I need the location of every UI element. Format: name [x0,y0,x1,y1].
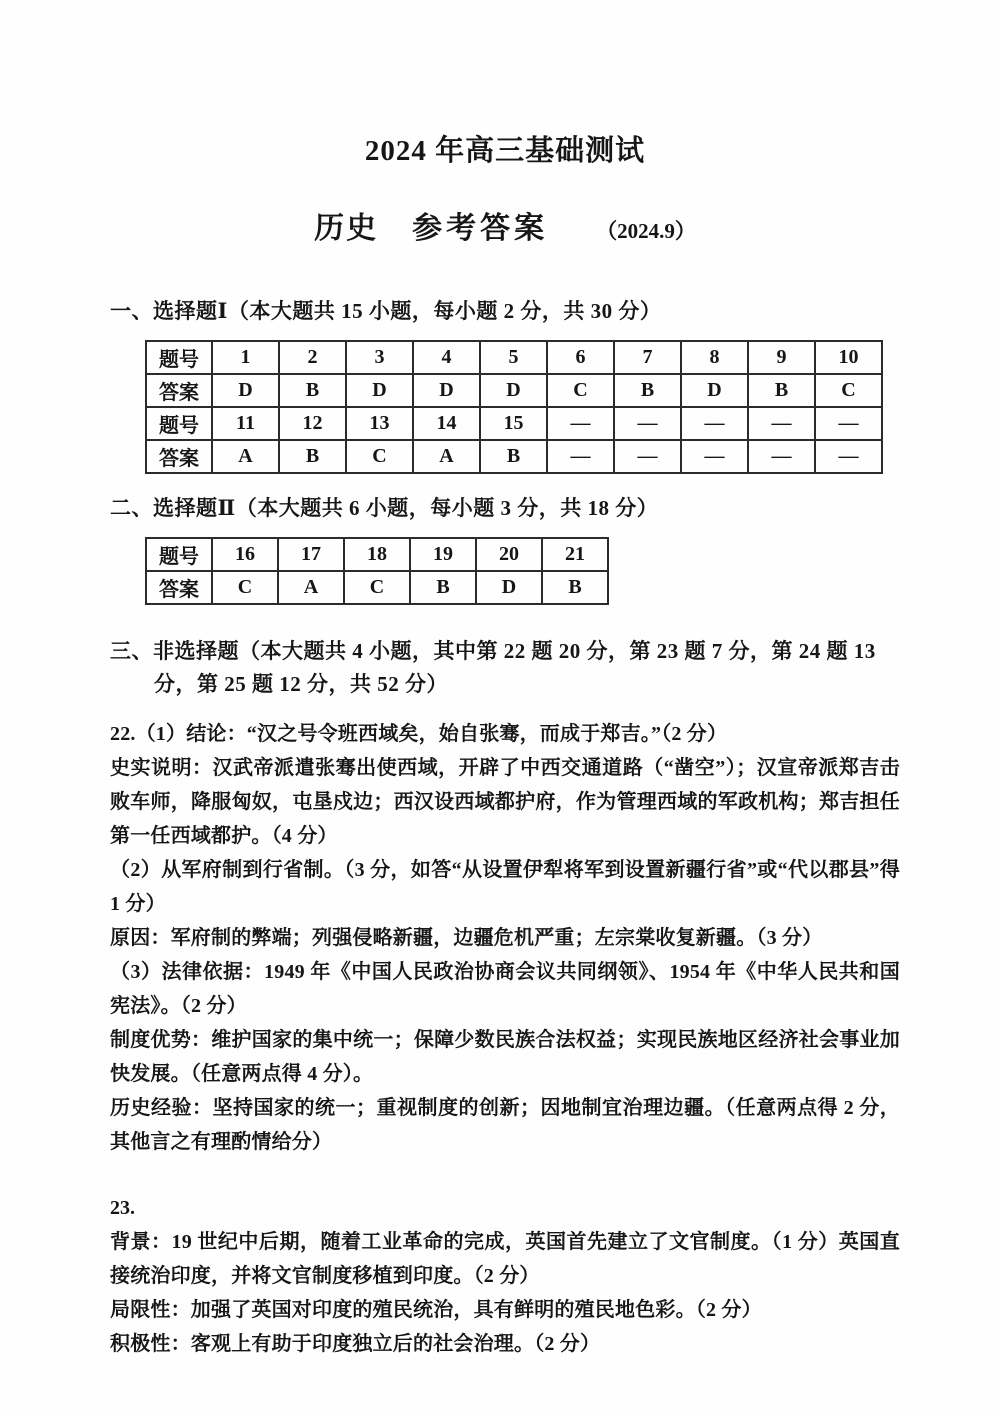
row-header-cell: 答案 [146,374,212,407]
answer-cell: 6 [547,341,614,374]
answer-cell: B [480,440,547,473]
answer-paragraph: （3）法律依据：1949 年《中国人民政治协商会议共同纲领》、1954 年《中华人民共和国宪法》。（2 分） [110,961,900,1017]
table-row [146,538,608,571]
row-header-cell: 题号 [146,341,212,374]
question23-answers [110,1191,900,1361]
answer-cell: 3 [346,341,413,374]
answer-cell: — [681,407,748,440]
answer-cell: D [476,571,542,604]
answer-cell: B [614,374,681,407]
answer-cell: C [346,440,413,473]
table-row [146,341,882,374]
answer-cell: 19 [410,538,476,571]
answer-cell: 13 [346,407,413,440]
answer-cell: B [410,571,476,604]
row-header-cell: 题号 [146,538,212,571]
row-header-cell: 题号 [146,407,212,440]
answer-cell: 1 [212,341,279,374]
section2-heading: 二、选择题Ⅱ（本大题共 6 小题，每小题 3 分，共 18 分） [110,496,659,520]
answer-cell: A [212,440,279,473]
answer-cell: — [815,407,882,440]
answer-cell: D [480,374,547,407]
answer-cell: — [614,440,681,473]
answer-cell: 11 [212,407,279,440]
section1-heading: 一、选择题Ⅰ（本大题共 15 小题，每小题 2 分，共 30 分） [110,299,662,323]
answer-paragraph: 积极性：客观上有助于印度独立后的社会治理。（2 分） [110,1333,601,1355]
answer-cell: — [614,407,681,440]
answer-cell: 5 [480,341,547,374]
answer-cell: 21 [542,538,608,571]
answer-cell: 14 [413,407,480,440]
answer-table-1 [145,340,883,474]
answer-cell: A [413,440,480,473]
answer-cell: — [748,440,815,473]
table-row [146,440,882,473]
answer-cell: D [413,374,480,407]
answer-cell: — [547,440,614,473]
page-title: 2024 年高三基础测试 [364,135,646,167]
answer-cell: — [815,440,882,473]
answer-cell: B [279,440,346,473]
row-header-cell: 答案 [146,571,212,604]
question23-number: 23. [110,1197,135,1219]
answer-paragraph: （2）从军府制到行省制。（3 分，如答“从设置伊犁将军到设置新疆行省”或“代以郡县”得 1 分） [110,859,900,915]
question22-answers [110,717,900,1159]
answer-cell: C [547,374,614,407]
answer-cell: 15 [480,407,547,440]
answer-cell: 7 [614,341,681,374]
answer-cell: 9 [748,341,815,374]
section3-heading-line1: 三、非选择题（本大题共 4 小题，其中第 22 题 20 分，第 23 题 7 分，第 24 题 13 [110,639,876,663]
answer-cell: 4 [413,341,480,374]
row-header-cell: 答案 [146,440,212,473]
table-row [146,407,882,440]
answer-table-2 [145,537,609,605]
answer-cell: 18 [344,538,410,571]
answer-cell: 2 [279,341,346,374]
answer-cell: D [212,374,279,407]
answer-cell: 10 [815,341,882,374]
answer-cell: B [542,571,608,604]
answer-cell: 16 [212,538,278,571]
answer-cell: — [547,407,614,440]
answer-cell: D [681,374,748,407]
answer-cell: — [748,407,815,440]
answer-paragraph: 22.（1）结论：“汉之号令班西域矣，始自张骞，而成于郑吉。”（2 分） [110,723,728,745]
table-row [146,374,882,407]
answer-cell: A [278,571,344,604]
answer-cell: — [681,440,748,473]
answer-paragraph: 背景：19 世纪中后期，随着工业革命的完成，英国首先建立了文官制度。（1 分）英国直接统治印度，并将文官制度移植到印度。（2 分） [110,1231,900,1287]
section3-heading-line2: 分，第 25 题 12 分，共 52 分） [154,672,448,696]
answer-cell: B [748,374,815,407]
answer-paragraph: 局限性：加强了英国对印度的殖民统治，具有鲜明的殖民地色彩。（2 分） [110,1299,762,1321]
answer-cell: D [346,374,413,407]
answer-paragraph: 原因：军府制的弊端；列强侵略新疆，边疆危机严重；左宗棠收复新疆。（3 分） [110,927,823,949]
answer-cell: C [815,374,882,407]
table-row [146,571,608,604]
answer-paragraph: 历史经验：坚持国家的统一；重视制度的创新；因地制宜治理边疆。（任意两点得 2 分，其他言之有理酌情给分） [110,1097,900,1153]
section3-heading [110,635,900,701]
answer-cell: B [279,374,346,407]
answer-cell: 17 [278,538,344,571]
answer-paragraph: 史实说明：汉武帝派遣张骞出使西域，开辟了中西交通道路（“凿空”）；汉宣帝派郑吉击败车师，降服匈奴，屯垦戍边；西汉设西域都护府，作为管理西域的军政机构；郑吉担任第一任西域都护。（4 分） [110,757,900,847]
answer-cell: 8 [681,341,748,374]
date-note: （2024.9） [596,219,696,243]
subject-label: 历史 [314,212,379,245]
answer-cell: C [212,571,278,604]
document-subtitle [110,203,900,247]
answer-paragraph: 制度优势：维护国家的集中统一；保障少数民族合法权益；实现民族地区经济社会事业加快发展。（任意两点得 4 分）。 [110,1029,900,1085]
answer-cell: 20 [476,538,542,571]
doc-type-label: 参考答案 [412,212,549,245]
answer-cell: C [344,571,410,604]
answer-cell: 12 [279,407,346,440]
